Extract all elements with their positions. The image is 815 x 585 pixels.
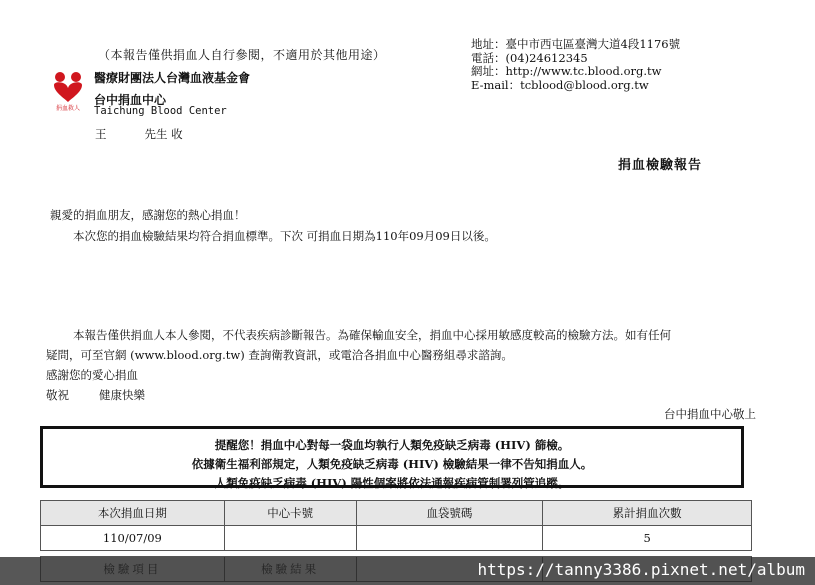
reminder-line-1: 提醒您！捐血中心對每一袋血均執行人類免疫缺乏病毒 (HIV) 篩檢。	[214, 438, 570, 452]
letter-thanks: 感謝您的愛心捐血	[46, 368, 138, 382]
header-donation-date: 本次捐血日期	[41, 501, 225, 526]
contact-email[interactable]: E-mail：tcblood@blood.org.tw	[471, 77, 649, 92]
report-notice: （本報告僅供捐血人自行參閱，不適用於其他用途）	[98, 48, 386, 62]
table-row	[41, 526, 752, 551]
recipient	[95, 126, 183, 142]
contact-phone: 電話：(04)24612345	[471, 50, 588, 65]
cell-bag-number	[356, 526, 543, 551]
contact-block	[471, 38, 680, 92]
recipient-suffix: 先生 收	[144, 127, 183, 141]
logo-figure-right	[71, 72, 81, 82]
cell-donation-date: 110/07/09	[41, 526, 225, 551]
reminder-line-2: 依據衛生福利部規定，人類免疫缺乏病毒 (HIV) 檢驗結果一律不告知捐血人。	[191, 457, 593, 471]
watermark-bar	[0, 557, 815, 585]
center-name: 台中捐血中心	[94, 93, 167, 107]
recipient-surname: 王	[95, 127, 107, 141]
header-card-number: 中心卡號	[224, 501, 356, 526]
reminder-line-3: 人類免疫缺乏病毒 (HIV) 陽性個案將依法通報疾病管制署列管追蹤。	[214, 476, 570, 490]
header-total-donations: 累計捐血次數	[543, 501, 752, 526]
watermark-text: https://tanny3386.pixnet.net/album	[477, 560, 805, 579]
center-name-english: Taichung Blood Center	[94, 105, 227, 117]
logo-figure-left	[55, 72, 65, 82]
report-title: 捐血檢驗報告	[618, 158, 703, 173]
contact-website[interactable]: 網址：http://www.tc.blood.org.tw	[471, 64, 662, 78]
letter-disclaimer-1: 本報告僅供捐血人本人參閱，不代表疾病診斷報告。為確保輸血安全，捐血中心採用敏感度較高的檢驗方法。如有任何	[73, 328, 671, 342]
header-bag-number: 血袋號碼	[356, 501, 543, 526]
donation-info-table	[40, 500, 752, 551]
letter-closing	[46, 387, 145, 403]
letter-result: 本次您的捐血檢驗結果均符合捐血標準。下次 可捐血日期為110年09月09日以後。	[73, 229, 496, 243]
hiv-reminder-box	[40, 426, 744, 488]
logo-heart	[54, 82, 82, 102]
cell-card-number	[224, 526, 356, 551]
organization-name: 醫療財團法人台灣血液基金會	[94, 71, 251, 85]
letter-greeting: 親愛的捐血朋友，感謝您的熱心捐血！	[50, 208, 246, 222]
letter-signature: 台中捐血中心敬上	[664, 407, 756, 421]
closing-salutation: 敬祝	[46, 388, 69, 402]
blood-donation-logo	[50, 68, 86, 112]
contact-address: 地址：臺中市西屯區臺灣大道4段1176號	[471, 37, 681, 51]
cell-total-donations: 5	[543, 526, 752, 551]
logo-text: 捐血救人	[55, 105, 81, 112]
letter-disclaimer-2: 疑問，可至官網 (www.blood.org.tw) 查詢衛教資訊，或電洽各捐血中心醫務組尋求諮詢。	[46, 348, 513, 362]
table-header-row	[41, 501, 752, 526]
closing-wish: 健康快樂	[99, 388, 145, 402]
